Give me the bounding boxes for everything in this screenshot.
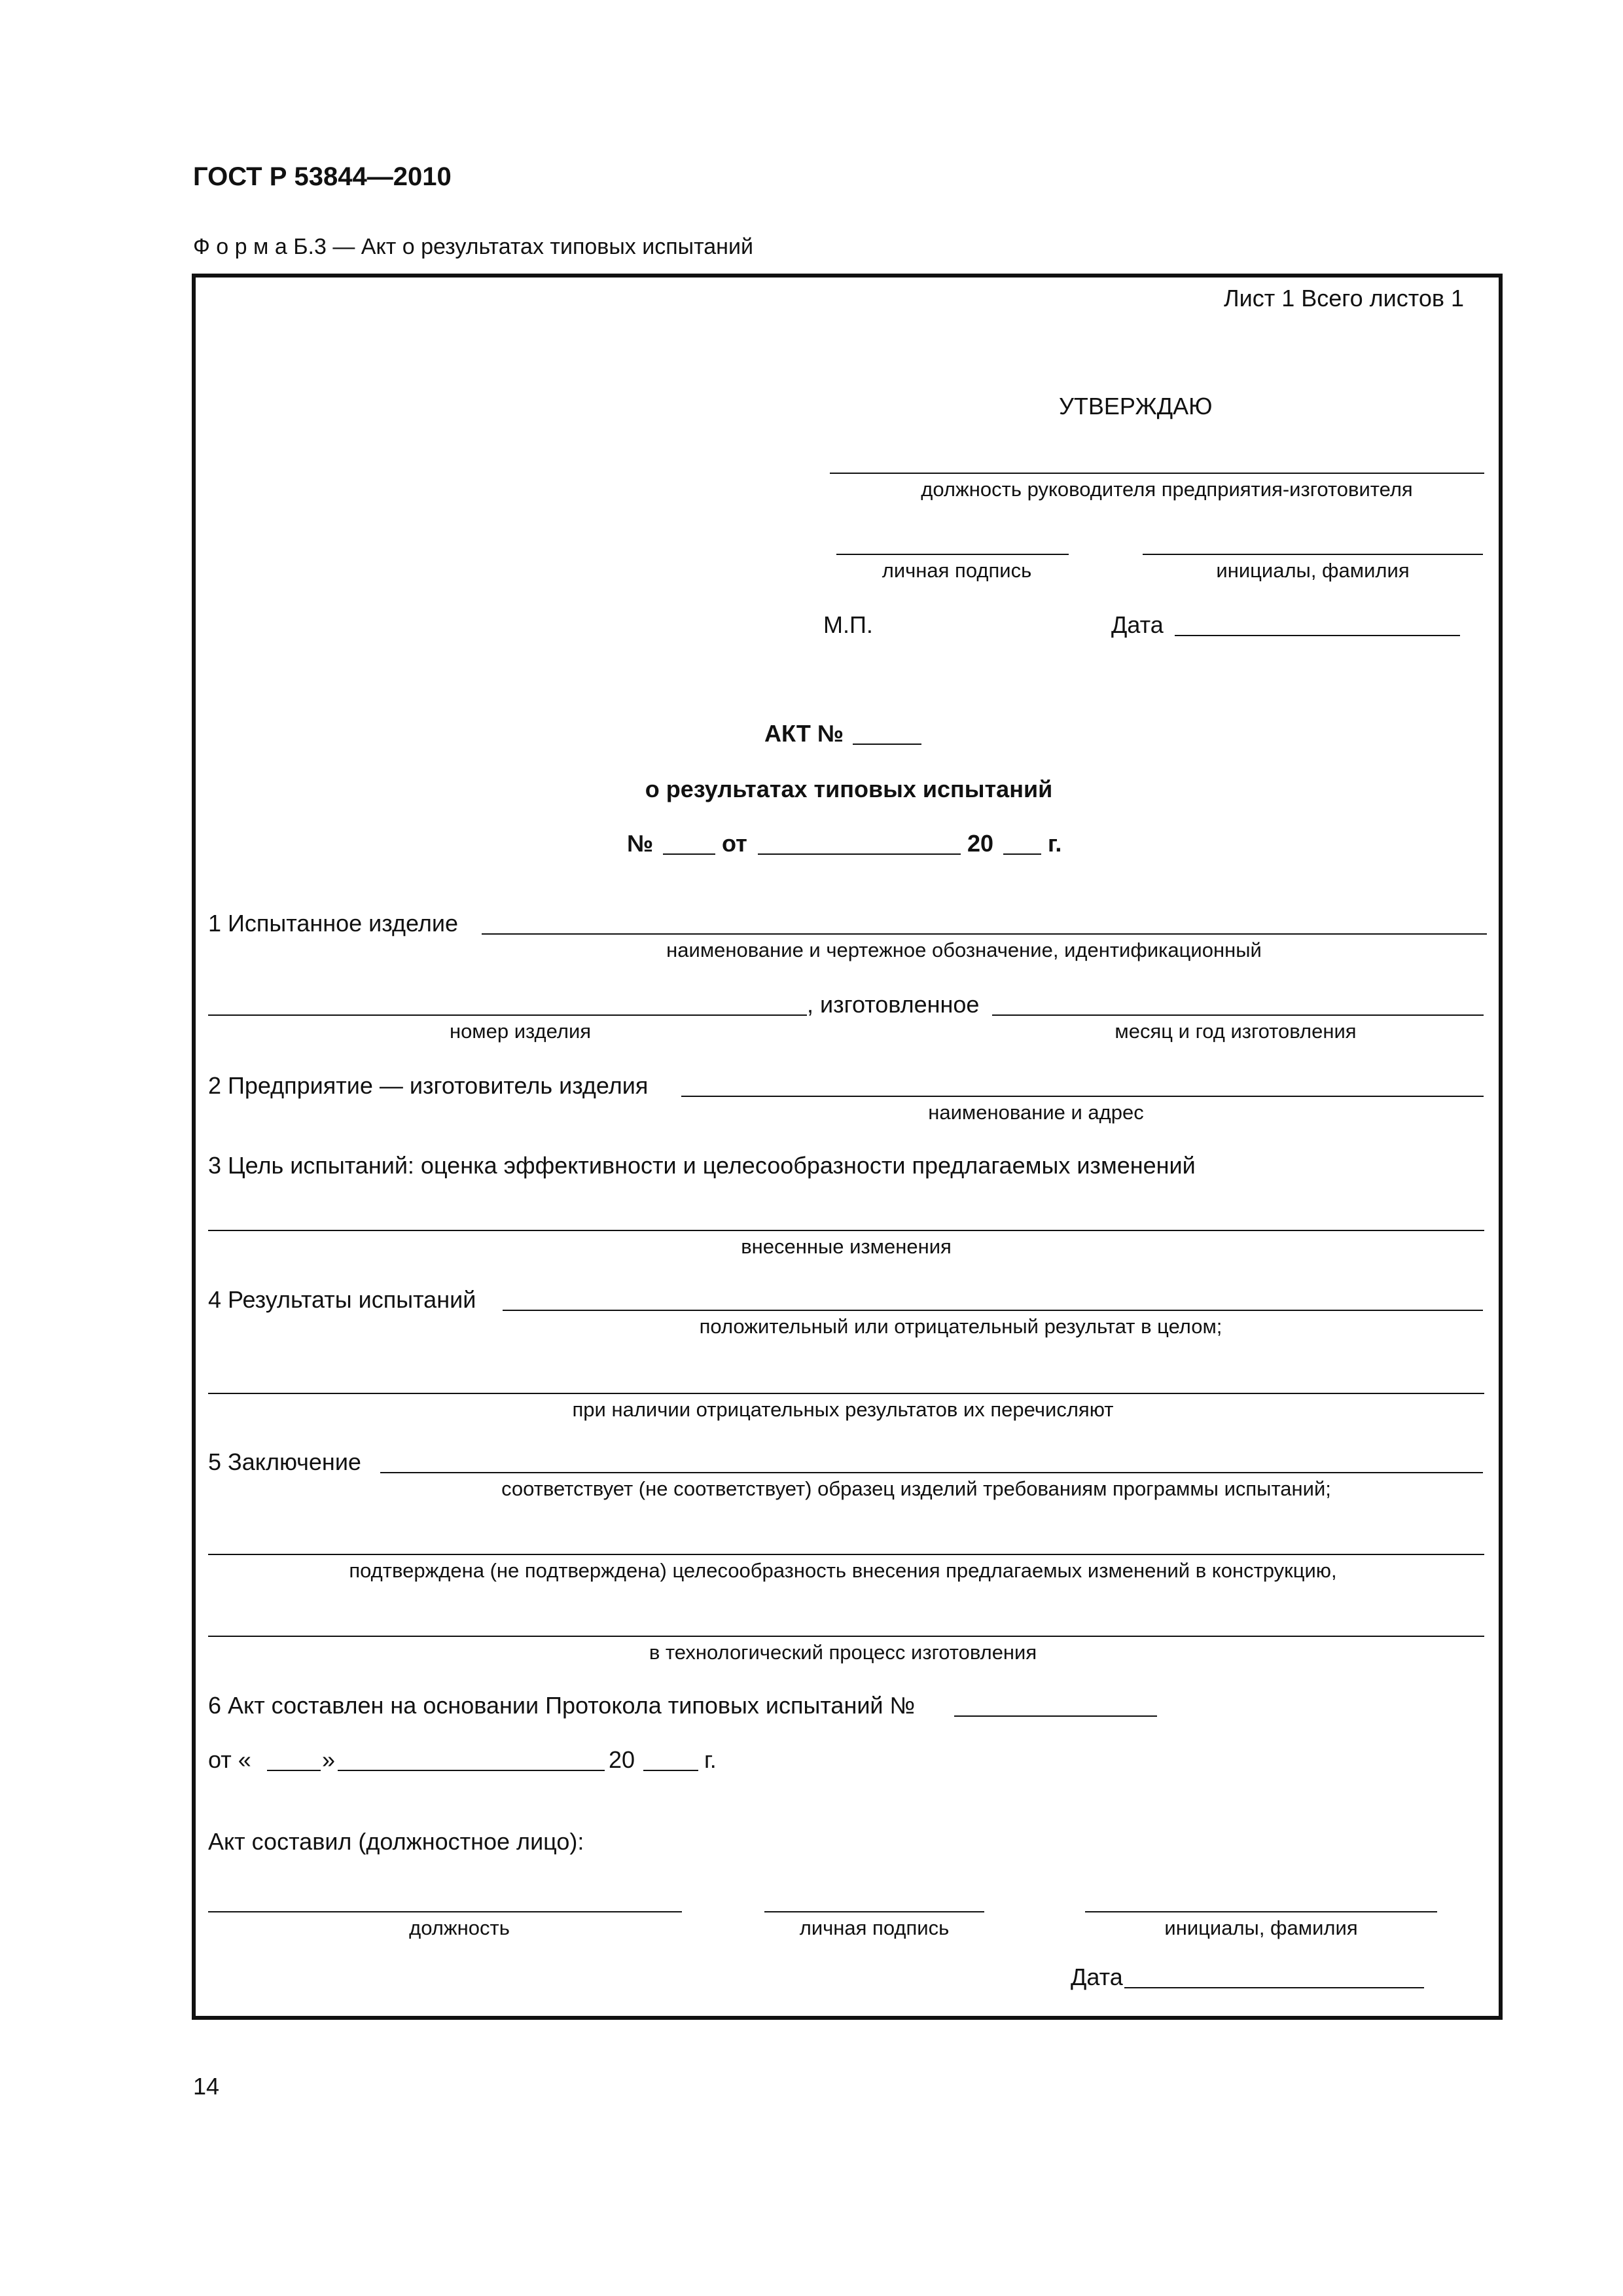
item5-label: 5 Заключение	[208, 1448, 361, 1475]
approval-date-label: Дата	[1111, 611, 1164, 638]
form-frame	[192, 274, 1503, 2020]
item6-year-suffix: г.	[704, 1746, 717, 1773]
item2-manufacturer-field[interactable]	[681, 1096, 1484, 1097]
compiler-signature-caption: личная подпись	[799, 1916, 950, 1939]
act-number-label: №	[627, 830, 654, 857]
compiler-name-field[interactable]	[1085, 1911, 1437, 1912]
item6-year-label: 20	[609, 1746, 635, 1773]
approval-date-field[interactable]	[1175, 635, 1460, 636]
page-number: 14	[193, 2073, 220, 2100]
item4-caption1: положительный или отрицательный результат в целом;	[699, 1315, 1222, 1338]
act-year-suffix: г.	[1048, 830, 1062, 857]
approver-position-caption: должность руководителя предприятия-изготовителя	[921, 478, 1413, 501]
item4-result-field[interactable]	[503, 1310, 1483, 1311]
item6-year-field[interactable]	[643, 1770, 698, 1771]
item6-day-field[interactable]	[267, 1770, 321, 1771]
approver-name-caption: инициалы, фамилия	[1216, 559, 1410, 582]
compiler-date-field[interactable]	[1124, 1987, 1424, 1988]
item1-serial-field[interactable]	[208, 1014, 807, 1016]
item6-label: 6 Акт составлен на основании Протокола типовых испытаний №	[208, 1692, 916, 1719]
item1-manufactured-label: , изготовленное	[807, 991, 980, 1018]
item5-conclusion-line3[interactable]	[208, 1636, 1484, 1637]
act-reg-number-field[interactable]	[663, 853, 715, 855]
act-year-field[interactable]	[1003, 853, 1041, 855]
act-title: АКТ №	[764, 720, 844, 747]
item3-label: 3 Цель испытаний: оценка эффективности и целесообразности предлагаемых изменений	[208, 1152, 1196, 1179]
item4-caption2: при наличии отрицательных результатов их перечисляют	[572, 1398, 1114, 1421]
form-caption-prefix: Ф о р м а	[193, 234, 287, 259]
approver-signature-field[interactable]	[836, 554, 1069, 555]
item4-details-field[interactable]	[208, 1393, 1484, 1394]
item4-label: 4 Результаты испытаний	[208, 1286, 476, 1313]
form-caption	[193, 236, 753, 258]
compiler-date-label: Дата	[1071, 1964, 1123, 1990]
item1-caption: наименование и чертежное обозначение, идентификационный	[666, 939, 1262, 961]
item2-caption: наименование и адрес	[928, 1101, 1144, 1124]
item6-month-field[interactable]	[338, 1770, 605, 1771]
item5-caption3: в технологический процесс изготовления	[649, 1641, 1037, 1664]
item6-quote-close: »	[322, 1746, 336, 1773]
compiler-position-field[interactable]	[208, 1911, 682, 1912]
compiler-label: Акт составил (должностное лицо):	[208, 1828, 584, 1855]
item5-conclusion-line2[interactable]	[208, 1554, 1484, 1555]
item5-caption2: подтверждена (не подтверждена) целесообразность внесения предлагаемых изменений в конструкцию,	[349, 1559, 1337, 1582]
item6-from-label: от «	[208, 1746, 251, 1773]
item3-changes-field[interactable]	[208, 1230, 1484, 1231]
act-year-label: 20	[967, 830, 994, 857]
item3-caption: внесенные изменения	[741, 1235, 952, 1258]
act-date-field[interactable]	[758, 853, 961, 855]
approver-signature-caption: личная подпись	[882, 559, 1032, 582]
item1-product-field[interactable]	[482, 933, 1487, 935]
approver-name-field[interactable]	[1143, 554, 1483, 555]
item1-serial-caption: номер изделия	[449, 1020, 592, 1043]
compiler-position-caption: должность	[409, 1916, 510, 1939]
sheet-info: Лист 1 Всего листов 1	[1224, 285, 1465, 312]
approval-title: УТВЕРЖДАЮ	[1059, 393, 1213, 420]
act-subtitle: о результатах типовых испытаний	[645, 776, 1053, 802]
compiler-name-caption: инициалы, фамилия	[1164, 1916, 1358, 1939]
item1-date-caption: месяц и год изготовления	[1115, 1020, 1357, 1043]
compiler-signature-field[interactable]	[764, 1911, 984, 1912]
item1-date-field[interactable]	[992, 1014, 1484, 1016]
document-code: ГОСТ Р 53844—2010	[193, 162, 452, 191]
stamp-label: М.П.	[823, 611, 873, 638]
act-number-field[interactable]	[853, 744, 921, 745]
approver-position-field[interactable]	[830, 473, 1484, 474]
item5-conclusion-field[interactable]	[380, 1472, 1483, 1473]
act-from-label: от	[722, 830, 747, 857]
item1-label: 1 Испытанное изделие	[208, 910, 458, 937]
form-caption-text: Б.3 — Акт о результатах типовых испытаний	[293, 234, 753, 259]
item2-label: 2 Предприятие — изготовитель изделия	[208, 1072, 649, 1099]
item6-protocol-number-field[interactable]	[954, 1715, 1157, 1717]
item5-caption1: соответствует (не соответствует) образец изделий требованиям программы испытаний;	[501, 1477, 1331, 1500]
